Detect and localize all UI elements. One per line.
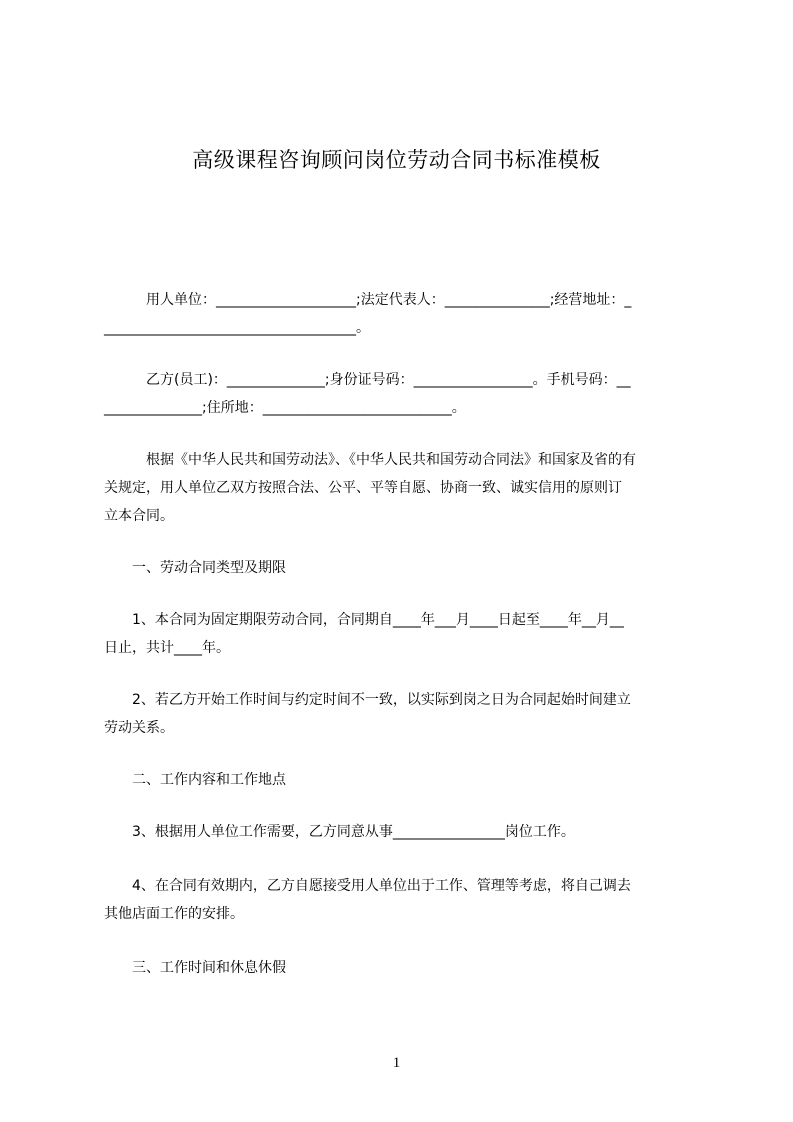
section-heading-work-content: 二、工作内容和工作地点 [104,772,286,788]
clause-1-paragraph: 1、本合同为固定期限劳动合同，合同期自____年___月____日起至____年__月__ 日止，共计____年。 [104,612,624,656]
employee-info-paragraph: 乙方(员工)：______________;身份证号码：_________________。手机号码：__ ______________;住所地：___________________________。 [104,372,631,416]
section-heading-contract-type: 一、劳动合同类型及期限 [104,560,286,576]
section-heading-work-hours: 三、工作时间和休息休假 [104,960,286,976]
clause-4-paragraph: 4、在合同有效期内，乙方自愿接受用人单位出于工作、管理等考虑，将自己调去 其他店面工作的安排。 [104,878,631,922]
employer-info-paragraph: 用人单位：____________________;法定代表人：_______________;经营地址：_ ____________________________________。 [104,292,632,336]
page-number: 1 [392,1055,401,1071]
clause-2-paragraph: 2、若乙方开始工作时间与约定时间不一致，以实际到岗之日为合同起始时间建立 劳动关系。 [104,692,631,736]
clause-3-paragraph: 3、根据用人单位工作需要，乙方同意从事________________岗位工作。 [104,824,575,840]
preamble-paragraph: 根据《中华人民共和国劳动法》、《中华人民共和国劳动合同法》和国家及省的有 关规定，用人单位乙双方按照合法、公平、平等自愿、协商一致、诚实信用的原则订 立本合同。 [104,452,636,524]
document-title: 高级课程咨询顾问岗位劳动合同书标准模板 [192,148,601,172]
